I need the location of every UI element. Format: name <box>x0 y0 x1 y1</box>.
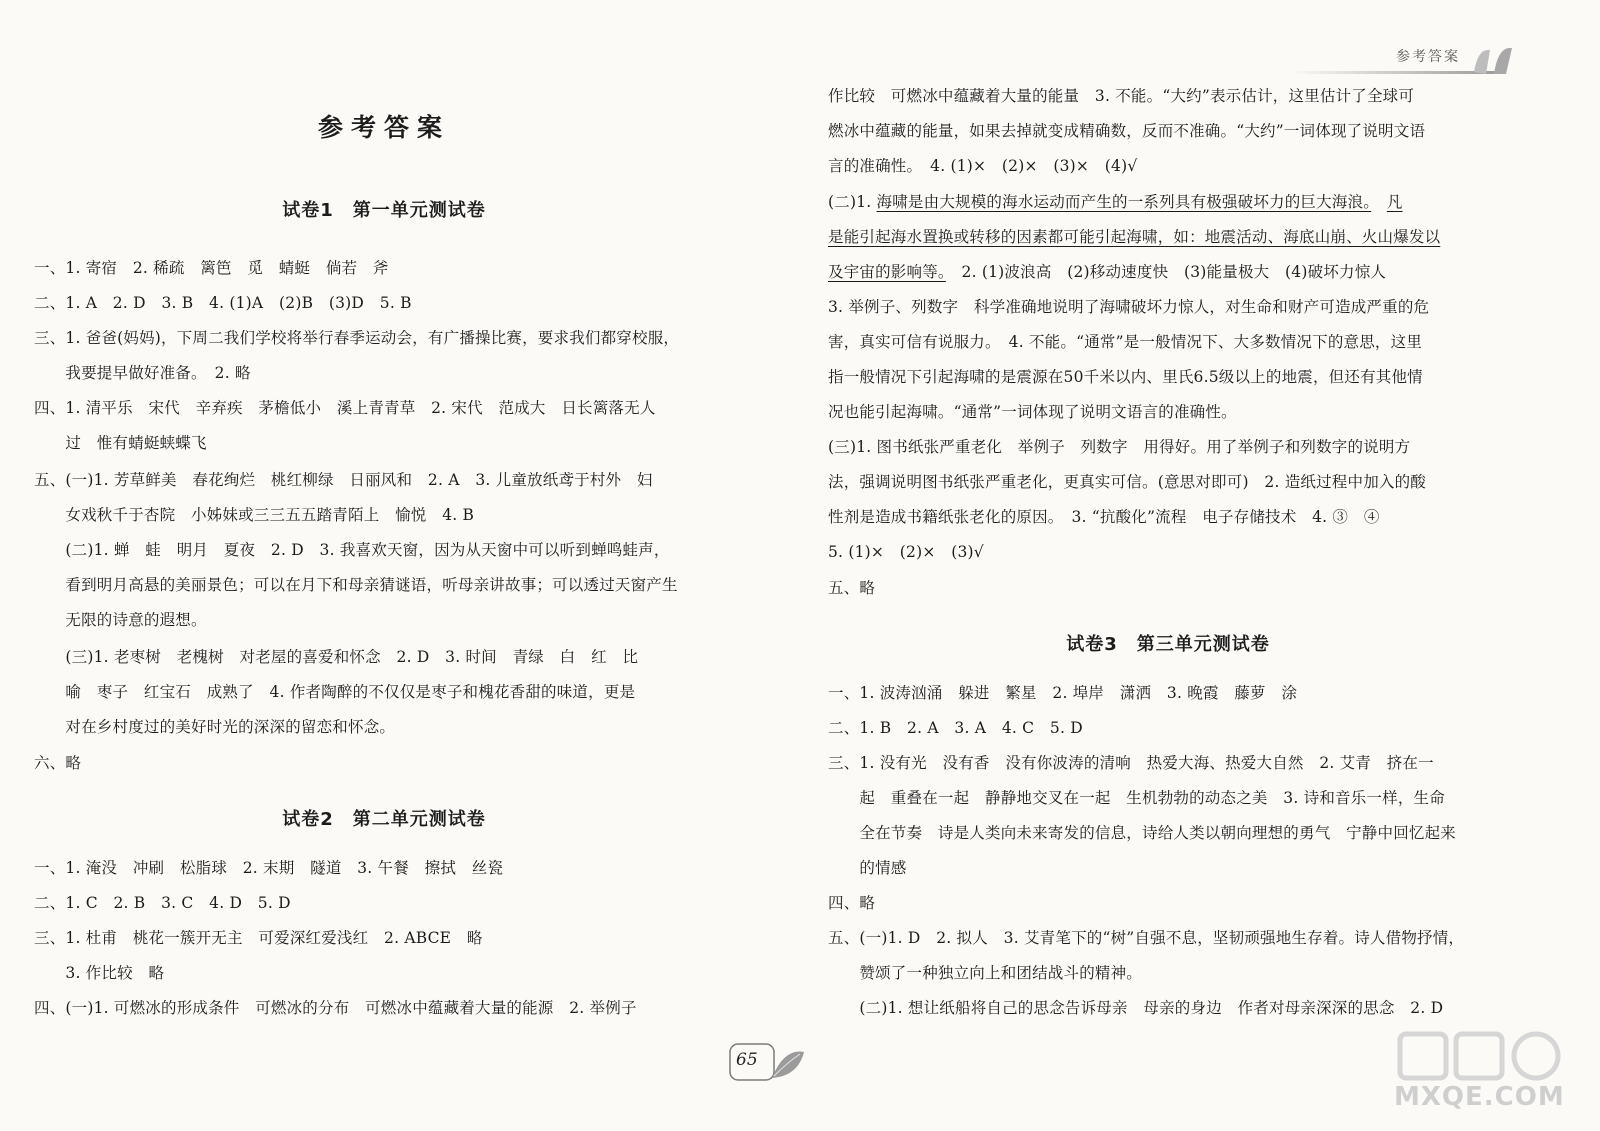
underlined-text: 是能引起海水置换或转移的因素都可能引起海啸，如：地震活动、海底山崩、火山爆发以 <box>828 228 1441 246</box>
header-mark <box>1290 40 1530 80</box>
paper1-title: 试卷1 第一单元测试卷 <box>282 200 486 221</box>
answer-line: 况也能引起海啸。“通常”一词体现了说明文语言的准确性。 <box>828 403 1237 421</box>
answer-line: 四、1. 清平乐 宋代 辛弃疾 茅檐低小 溪上青青草 2. 宋代 范成大 日长篱落无人 <box>34 399 656 417</box>
answer-line: 四、(一)1. 可燃冰的形成条件 可燃冰的分布 可燃冰中蕴藏着大量的能源 2. 举例子 <box>34 999 637 1017</box>
answer-line: 3. 作比较 略 <box>34 964 165 982</box>
answer-line: 指一般情况下引起海啸的是震源在50千米以内、里氏6.5级以上的地震，但还有其他情 <box>828 368 1423 386</box>
answer-line: 对在乡村度过的美好时光的深深的留恋和怀念。 <box>34 718 396 736</box>
answer-line: (二)1. 蝉 蛙 明月 夏夜 2. D 3. 我喜欢天窗，因为从天窗中可以听到蝉鸣蛙声， <box>34 541 670 559</box>
answer-line: (二)1. 想让纸船将自己的思念告诉母亲 母亲的身边 作者对母亲深深的思念 2. D <box>828 999 1444 1017</box>
answer-line: 的情感 <box>828 859 907 877</box>
page-number-badge <box>728 1040 808 1088</box>
answer-line: 无限的诗意的遐想。 <box>34 611 207 629</box>
answer-line: 作比较 可燃冰中蕴藏着大量的能量 3. 不能。“大约”表示估计，这里估计了全球可 <box>828 87 1415 105</box>
watermark-text: MXQE.COM <box>1394 1082 1565 1112</box>
answer-line: 一、1. 波涛汹涌 躲进 繁星 2. 埠岸 潇洒 3. 晚霞 藤萝 涂 <box>828 684 1298 702</box>
header-label: 参考答案 <box>1396 49 1460 65</box>
answer-line: 过 惟有蜻蜓蛱蝶飞 <box>34 434 207 452</box>
page-title: 参考答案 <box>317 113 450 142</box>
answer-line: 起 重叠在一起 静静地交叉在一起 生机勃勃的动态之美 3. 诗和音乐一样，生命 <box>828 789 1445 807</box>
answer-line: (三)1. 老枣树 老槐树 对老屋的喜爱和怀念 2. D 3. 时间 青绿 白 红 比 <box>34 648 639 666</box>
underlined-answer-line <box>828 192 1403 212</box>
answer-line: 一、1. 淹没 冲刷 松脂球 2. 末期 隧道 3. 午餐 擦拭 丝瓷 <box>34 859 504 877</box>
paper2-title: 试卷2 第二单元测试卷 <box>282 809 486 830</box>
underlined-answer-line <box>828 262 1386 282</box>
paper3-title: 试卷3 第三单元测试卷 <box>1066 634 1270 655</box>
answer-line: 喻 枣子 红宝石 成熟了 4. 作者陶醉的不仅仅是枣子和槐花香甜的味道，更是 <box>34 683 636 701</box>
header-decoration-icon <box>1468 44 1518 76</box>
answer-line: 我要提早做好准备。 2. 略 <box>34 364 251 382</box>
page-number: 65 <box>736 1050 758 1070</box>
answer-line: 全在节奏 诗是人类向未来寄发的信息，诗给人类以朝向理想的勇气 宁静中回忆起来 <box>828 824 1457 842</box>
answer-text: 2. (1)波浪高 (2)移动速度快 (3)能量极大 (4)破坏力惊人 <box>945 263 1387 281</box>
watermark-logo-icon <box>1380 1020 1580 1090</box>
answer-line: 三、1. 没有光 没有香 没有你波涛的清响 热爱大海、热爱大自然 2. 艾青 挤在一 <box>828 754 1434 772</box>
underlined-text: 及宇宙的影响等。 <box>828 263 946 281</box>
answer-prefix: (二)1. <box>828 193 877 211</box>
answer-line: 赞颂了一种独立向上和团结战斗的精神。 <box>828 964 1143 982</box>
answer-line: 四、略 <box>828 894 876 912</box>
answer-line: 害，真实可信有说服力。 4. 不能。“通常”是一般情况下、大多数情况下的意思，这里 <box>828 333 1423 351</box>
answer-line: 性剂是造成书籍纸张老化的原因。 3. “抗酸化”流程 电子存储技术 4. ③ ④ <box>828 508 1380 526</box>
answer-line: 看到明月高悬的美丽景色；可以在月下和母亲猜谜语，听母亲讲故事；可以透过天窗产生 <box>34 576 678 594</box>
underlined-answer-line <box>828 227 1440 247</box>
answer-line: 燃冰中蕴藏的能量，如果去掉就变成精确数，反而不准确。“大约”一词体现了说明文语 <box>828 122 1426 140</box>
underlined-text: 海啸是由大规模的海水运动而产生的一系列具有极强破坏力的巨大海浪。 <box>876 193 1372 211</box>
answer-line: 法，强调说明图书纸张严重老化，更真实可信。(意思对即可) 2. 造纸过程中加入的酸 <box>828 473 1427 491</box>
answer-line: 女戏秋千于杏院 小姊妹或三三五五踏青陌上 愉悦 4. B <box>34 506 475 524</box>
answer-line: 三、1. 杜甫 桃花一簇开无主 可爱深红爱浅红 2. ABCE 略 <box>34 929 483 947</box>
answer-line: 一、1. 寄宿 2. 稀疏 篱笆 觅 蜻蜓 倘若 斧 <box>34 259 389 277</box>
answer-line: 三、1. 爸爸(妈妈)，下周二我们学校将举行春季运动会，有广播操比赛，要求我们都穿校服， <box>34 329 680 347</box>
answer-line: 言的准确性。 4. (1)× (2)× (3)× (4)√ <box>828 157 1138 175</box>
answer-line: 二、1. C 2. B 3. C 4. D 5. D <box>34 894 291 912</box>
answer-line: 3. 举例子、列数字 科学准确地说明了海啸破坏力惊人，对生命和财产可造成严重的危 <box>828 298 1430 316</box>
underlined-text: 凡 <box>1386 193 1403 211</box>
answer-line: 五、(一)1. 芳草鲜美 春花绚烂 桃红柳绿 日丽风和 2. A 3. 儿童放纸鸢于村外 妇 <box>34 471 653 489</box>
answer-line: 二、1. A 2. D 3. B 4. (1)A (2)B (3)D 5. B <box>34 294 412 312</box>
answer-line: 5. (1)× (2)× (3)√ <box>828 543 984 561</box>
watermark <box>1380 1020 1580 1120</box>
answer-line: 二、1. B 2. A 3. A 4. C 5. D <box>828 719 1083 737</box>
answer-line: (三)1. 图书纸张严重老化 举例子 列数字 用得好。用了举例子和列数字的说明方 <box>828 438 1411 456</box>
answer-line: 五、(一)1. D 2. 拟人 3. 艾青笔下的“树”自强不息，坚韧顽强地生存着。诗人借物抒情， <box>828 929 1465 947</box>
answer-line: 六、略 <box>34 754 82 772</box>
answer-line: 五、略 <box>828 579 876 597</box>
